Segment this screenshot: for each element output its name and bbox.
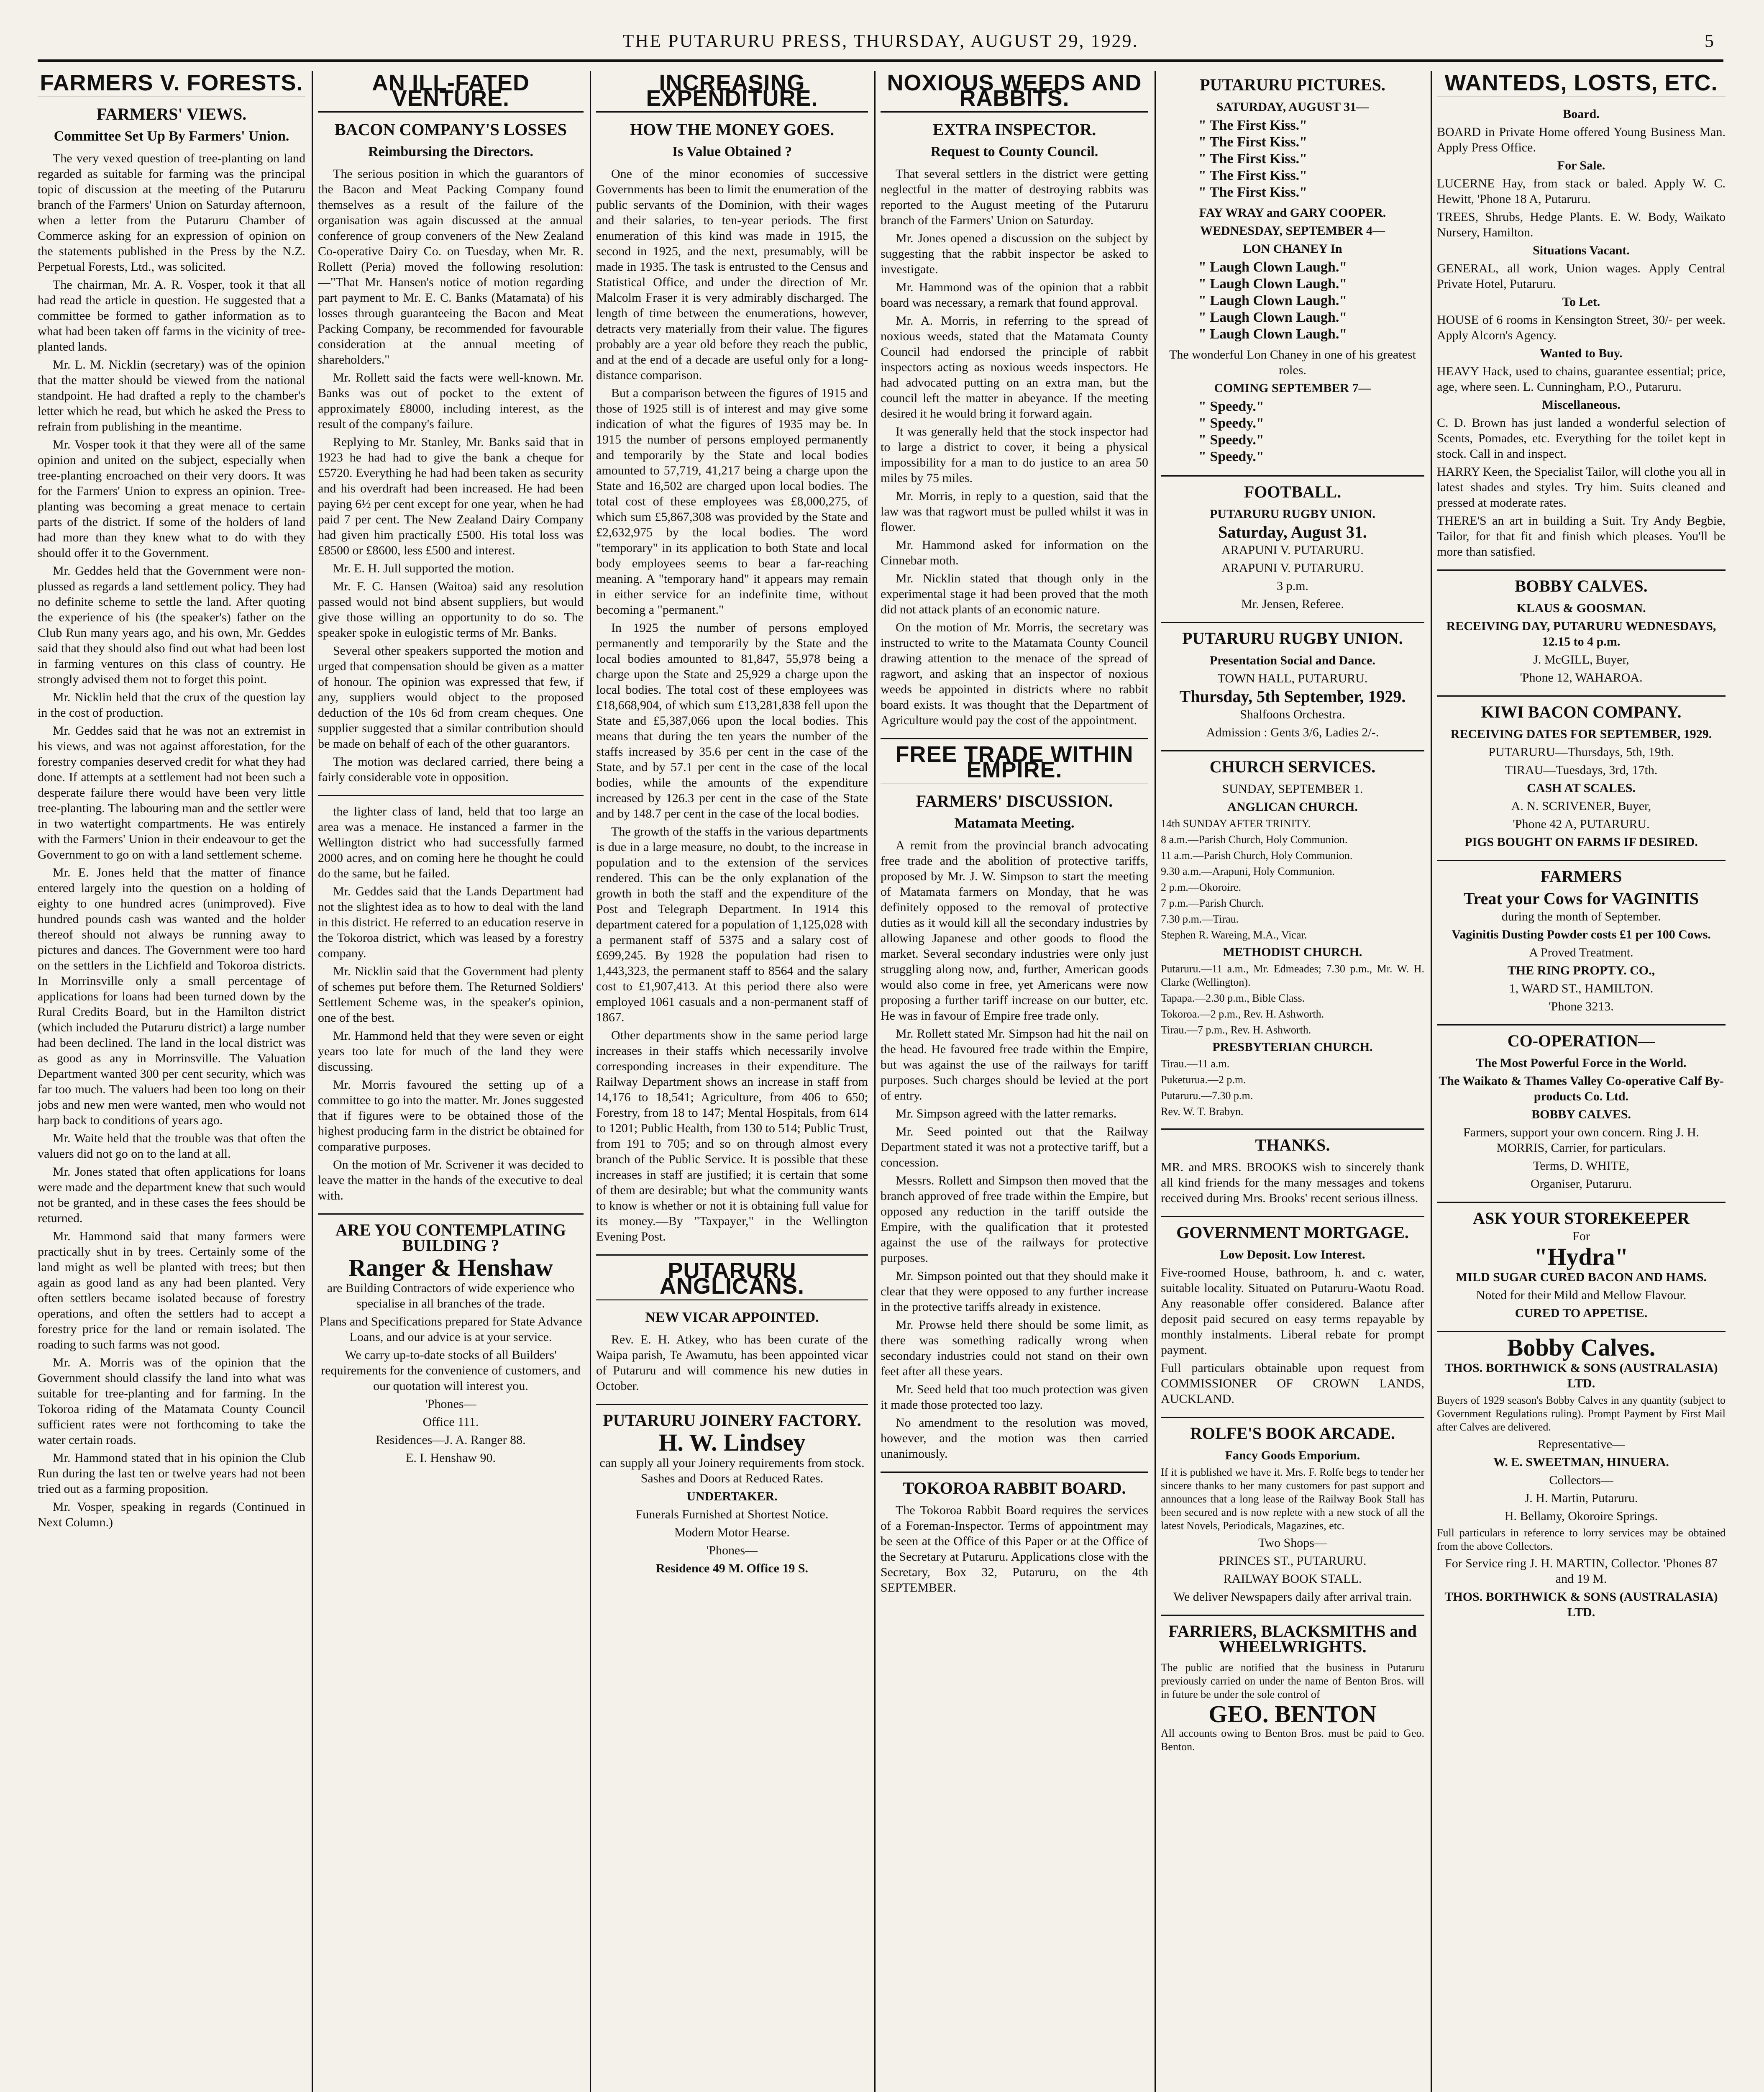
headline: AN ILL-FATED VENTURE. xyxy=(318,75,584,113)
paragraph: Mr. Hammond held that they were seven or eight years too late for much of the land they were discussing. xyxy=(318,1029,584,1074)
film-title: " Laugh Clown Laugh." xyxy=(1198,326,1347,342)
divider xyxy=(881,1472,1148,1473)
paragraph: The serious position in which the guarantors of the Bacon and Meat Packing Company found themselves as a result of the failure of the organisation was again discussed at the annual conference of group conveners of the New Zealand Co-operative Dairy Co. on Tuesday, when Mr. R. Rollett (Peria) moved the following resolution:—"That Mr. Hansen's notice of motion regarding part payment to Mr. E. C. Banks (Matamata) of his losses through guaranteeing the Bacon and Meat Packing Company, be recommended for favourable consideration at the annual meeting of shareholders." xyxy=(318,167,584,367)
farriers-text: The public are notified that the business in Putaruru previously carried on under the name of Benton Bros. will in future be under the sole control of xyxy=(1161,1661,1424,1700)
paragraph: Mr. Geddes said that the Lands Department had not the slightest idea as to how to deal with the land in this district. He referred to an education reserve in the Tokoroa district, which was leased by a forestry company. xyxy=(318,884,584,960)
paragraph: Mr. Vosper took it that they were all of the same opinion and united on the subject, especially when tree-planting encroached on their very doors. It was for the Farmers' Union to express an opinion. Tree-planting was becoming a great menace to certain parts of the district. If some of the holders of land had more than they knew what to do with they should offer it to the Government. xyxy=(38,438,305,560)
ad-office: Office 111. xyxy=(422,1415,479,1429)
paragraph: Mr. E. H. Jull supported the motion. xyxy=(333,561,515,575)
paragraph: One of the minor economies of successive Governments has been to limit the enumeration of the public servants of the Dominion, with their wages and their salaries, to ten-year periods. The first enumeration of this kind was made in 1915, the second in 1925, and the next, presumably, will be made in 1935. The task is entrusted to the Census and Statistical Office, and under the direction of Mr. Malcolm Fraser it is very admirably discharged. The length of time between the enumerations, however, detracts very materially from their value. The figures probably are a year old before they reach the public, and at the end of a decade are useful only for a long-distance comparison. xyxy=(596,167,868,382)
church-heading: CHURCH SERVICES. xyxy=(1209,757,1376,776)
football-match: ARAPUNI V. PUTARURU. xyxy=(1221,543,1364,557)
football-heading: FOOTBALL. xyxy=(1244,482,1342,501)
paragraph: Mr. A. Morris was of the opinion that the Government should classify the land into what was suitable for tree-planting and for farming. In the Tokoroa riding of the Matamata County Council sufficient rates were not forthcoming to take the water certain roads. xyxy=(38,1356,305,1447)
class-heading: To Let. xyxy=(1562,295,1600,309)
headline: FARMERS V. FORESTS. xyxy=(38,75,305,97)
books-news: We deliver Newspapers daily after arrival train. xyxy=(1173,1590,1412,1604)
subheadline: HOW THE MONEY GOES. xyxy=(630,120,835,139)
church-line: Putaruru.—11 a.m., Mr. Edmeades; 7.30 p.m., Mr. W. H. Clarke (Wellington). xyxy=(1161,963,1424,988)
paragraph: Mr. Simpson agreed with the latter remarks. xyxy=(896,1107,1117,1120)
ad-line: are Building Contractors of wide experience who specialise in all branches of the trade. xyxy=(327,1281,575,1310)
rugby-venue: TOWN HALL, PUTARURU. xyxy=(1217,672,1368,685)
divider xyxy=(1437,569,1726,571)
paragraph: On the motion of Mr. Scrivener it was decided to leave the matter in the hands of the executive to deal with. xyxy=(318,1158,584,1202)
class-ad: TREES, Shrubs, Hedge Plants. E. W. Body, Waikato Nursery, Hamilton. xyxy=(1437,210,1726,239)
column-rule xyxy=(590,71,591,2092)
paragraph: Mr. Prowse held there should be some limit, as there was something radically wrong when secondary industries could not stand on their own feet after all these years. xyxy=(881,1318,1148,1378)
paragraph: Other departments show in the same period large increases in their staffs which necessarily involve corresponding increases in their expenditure. The Railway Department shows an increase in staff from 14,176 to 18,541; Agriculture, from 406 to 650; Forestry, from 18 to 147; Mental Hospitals, from 614 to 1201; Public Health, from 130 to 514; Public Trust, from 191 to 705; and so on through almost every branch of the Public Service. It is possible that these increases in staff are justified; it is certain that some of them are desirable; but what the community wants to know is whether or not it is obtaining full value for its money.—By "Taxpayer," in the Wellington Evening Post. xyxy=(596,1028,868,1243)
paragraph: Mr. Seed held that too much protection was given it made those protected too lazy. xyxy=(881,1382,1148,1412)
paragraph: Mr. Geddes held that the Government were non-plussed as regards a land settlement policy. They had no definite scheme to settle the land. After quoting the experience of his (the speaker's) father on the Club Run many years ago, and his own, Mr. Geddes said that they should also find out what had been lost in farming ventures on this class of country. He strongly advised them not to forget this point. xyxy=(38,564,305,686)
subtitle: Is Value Obtained ? xyxy=(672,144,792,159)
ad-line: Terms, D. WHITE, xyxy=(1533,1159,1629,1173)
film-stars: FAY WRAY and GARY COOPER. xyxy=(1199,206,1386,220)
class-ad: C. D. Brown has just landed a wonderful selection of Scents, Pomades, etc. Everything for the toilet kept in stock. Call in and inspect. xyxy=(1437,416,1726,461)
divider xyxy=(1437,1024,1726,1025)
film-title: " The First Kiss." xyxy=(1198,185,1308,200)
paragraph: Mr. Rollett said the facts were well-known. Mr. Banks was out of pocket to the extent of approximately £8000, including interest, as the result of the company's failure. xyxy=(318,371,584,431)
ad-line: Representative— xyxy=(1537,1437,1625,1451)
ad-heading: BOBBY CALVES. xyxy=(1515,577,1648,595)
class-heading: Miscellaneous. xyxy=(1542,398,1621,412)
mortgage-sub: Low Deposit. Low Interest. xyxy=(1220,1248,1365,1261)
subheadline: FARMERS' VIEWS. xyxy=(96,105,247,123)
page-number: 5 xyxy=(1705,31,1715,51)
divider xyxy=(1437,695,1726,697)
ad-line: The Waikato & Thames Valley Co-operative Calf By-products Co. Ltd. xyxy=(1439,1074,1724,1103)
film-list xyxy=(1198,259,1424,343)
class-ad: HARRY Keen, the Specialist Tailor, will clothe you all in latest shades and styles. Try him. Suits cleaned and pressed at moderate rates. xyxy=(1437,465,1726,510)
ad-line: MILD SUGAR CURED BACON AND HAMS. xyxy=(1455,1270,1707,1284)
ad-brand: "Hydra" xyxy=(1534,1243,1628,1270)
ad-line: 1, WARD ST., HAMILTON. xyxy=(1509,982,1654,995)
column-classifieds xyxy=(1437,71,1726,2092)
paragraph: Mr. E. Jones held that the matter of finance entered largely into the question on a holding of eighty to one hundred acres (unimproved). Five hundred pounds cash was wanted and the holder thereof should not always be running away to pictures and dances. The Government were too hard on the settlers in the Lichfield and Tokoroa districts. In Morrinsville only a small percentage of applications for loans had been turned down by the Rural Credits Board, but in the Hamilton district (which included the Putaruru district) a large number had been declined. The land in the local district was as good as any in Morrinsville. The Valuation Department wanted 300 per cent security, which was far too much. The valuers had been too long on their jobs and new men were wanted, men who would not harp back to conditions of years ago. xyxy=(38,866,305,1127)
subtitle: Request to County Council. xyxy=(930,144,1098,159)
headline: FREE TRADE WITHIN EMPIRE. xyxy=(881,747,1148,784)
ad-line: Modern Motor Hearse. xyxy=(674,1525,790,1539)
column-rule xyxy=(1155,71,1156,2092)
ad-line: PUTARURU—Thursdays, 5th, 19th. xyxy=(1488,745,1674,759)
ad-line: Residence 49 M. Office 19 S. xyxy=(655,1561,809,1575)
ad-line: KLAUS & GOOSMAN. xyxy=(1516,601,1646,615)
notice-heading: TOKOROA RABBIT BOARD. xyxy=(903,1479,1126,1497)
paragraph: Mr. Simpson pointed out that they should make it clear that they were opposed to any further increase in the protective tariffs already in existence. xyxy=(881,1269,1148,1314)
ad-line: J. McGILL, Buyer, xyxy=(1533,653,1629,667)
ad-line: J. H. Martin, Putaruru. xyxy=(1524,1491,1638,1505)
article-farmers-v-forests xyxy=(38,71,305,2092)
church-line: Tirau.—7 p.m., Rev. H. Ashworth. xyxy=(1161,1024,1311,1036)
paragraph: Mr. Nicklin held that the crux of the question lay in the cost of production. xyxy=(38,690,305,720)
paragraph: The motion was declared carried, there being a fairly considerable vote in opposition. xyxy=(318,755,584,784)
divider xyxy=(596,1404,868,1405)
ad-line: CASH AT SCALES. xyxy=(1527,781,1636,795)
paragraph: Rev. E. H. Atkey, who has been curate of the Waipa parish, Te Awamutu, has been appointed vicar of Putaruru and will commence his new duties in October. xyxy=(596,1333,868,1393)
pictures-coming: COMING SEPTEMBER 7— xyxy=(1214,381,1371,395)
church-name: PRESBYTERIAN CHURCH. xyxy=(1212,1040,1373,1054)
headline: PUTARURU ANGLICANS. xyxy=(596,1263,868,1300)
class-heading: For Sale. xyxy=(1557,159,1605,172)
class-heading: Wanted to Buy. xyxy=(1540,346,1623,360)
headline: NOXIOUS WEEDS AND RABBITS. xyxy=(881,75,1148,113)
class-ad: BOARD in Private Home offered Young Business Man. Apply Press Office. xyxy=(1437,125,1726,154)
paragraph: Mr. Hammond said that many farmers were practically shut in by trees. Certainly some of the land might as well be planted with trees; but then again as good land as any had been planted. Very often settlers became isolated because of forestry operations, and often the settlers had to accept a forestry price for the land or remain isolated. The roading to such farms was not good. xyxy=(38,1229,305,1351)
football-time: 3 p.m. xyxy=(1277,579,1308,593)
paragraph: Mr. Rollett stated Mr. Simpson had hit the nail on the head. He favoured free trade within the Empire, but was against the use of the railways for tariff purposes. Such charges should be levied at the port of entry. xyxy=(881,1027,1148,1102)
church-line: 14th SUNDAY AFTER TRINITY. xyxy=(1161,818,1311,830)
pictures-date: WEDNESDAY, SEPTEMBER 4— xyxy=(1200,224,1385,238)
divider xyxy=(1161,1615,1424,1616)
ad-line: Plans and Specifications prepared for State Advance Loans, and our advice is at your service. xyxy=(319,1315,582,1344)
class-ad: LUCERNE Hay, from stack or baled. Apply W. C. Hewitt, 'Phone 18 A, Putaruru. xyxy=(1437,177,1726,206)
subheadline: FARMERS' DISCUSSION. xyxy=(916,792,1113,810)
rugby-admission: Admission : Gents 3/6, Ladies 2/-. xyxy=(1206,726,1379,739)
ad-line: Full particulars in reference to lorry services may be obtained from the above Collectors. xyxy=(1437,1527,1726,1552)
masthead-title: THE PUTARURU PRESS, THURSDAY, AUGUST 29, 1929. xyxy=(622,31,1139,51)
paragraph: Several other speakers supported the motion and urged that compensation should be given as a matter of honour. The opinion was expressed that few, if any, suppliers would object to the proposed deduction of the 10s 6d from cream cheques. One supplier suggested that a similar contribution should be made on behalf of each of the other guarantors. xyxy=(318,644,584,751)
class-heading: Board. xyxy=(1563,107,1600,121)
ad-ranger-henshaw xyxy=(318,1222,584,1466)
ad-line: CURED TO APPETISE. xyxy=(1515,1306,1648,1320)
church-line: 7.30 p.m.—Tirau. xyxy=(1161,913,1239,925)
headline: INCREASING EXPENDITURE. xyxy=(596,75,868,113)
ad-line: A. N. SCRIVENER, Buyer, xyxy=(1511,799,1651,813)
books-text: If it is published we have it. Mrs. F. Rolfe begs to tender her sincere thanks to her many customers for past support and announces that a long lease of the Railway Book Stall has been secured and is now replete with a new stock of all the latest Novels, Periodicals, Magazines, etc. xyxy=(1161,1466,1424,1532)
church-line: Tirau.—11 a.m. xyxy=(1161,1058,1230,1070)
divider xyxy=(1437,1331,1726,1332)
ad-heading: PUTARURU JOINERY FACTORY. xyxy=(603,1411,861,1430)
ad-heading: FARMERS xyxy=(1540,867,1622,886)
church-line: Tapapa.—2.30 p.m., Bible Class. xyxy=(1161,992,1305,1004)
paragraph: In 1925 the number of persons employed permanently and temporarily by the State and the local bodies amounted to 81,847, 55,978 being a charge upon the State and 25,929 a charge upon the local bodies. The total cost of these employees was £18,668,904, of which sum £13,281,838 fell upon the State and £5,387,066 upon the local bodies. This means that during the ten years the number of the staffs increased by 35.6 per cent in the case of the State, and by 57.1 per cent in the case of the local bodies, while the amounts of the expenditure increased by 126.3 per cent in the case of the State and by 148.7 per cent in the case of the local bodies. xyxy=(596,621,868,820)
divider xyxy=(318,1213,584,1215)
paragraph: Mr. Hammond asked for information on the Cinnebar moth. xyxy=(881,538,1148,567)
farriers-name: GEO. BENTON xyxy=(1208,1700,1377,1728)
ad-line: Vaginitis Dusting Powder costs £1 per 100 Cows. xyxy=(1452,928,1711,941)
paragraph: Messrs. Rollett and Simpson then moved that the branch approved of free trade within the Empire, but opposed any reduction in the tariff outside the Empire, with the qualification that it protested against the use of the railways for protective purposes. xyxy=(881,1174,1148,1265)
thanks-text: MR. and MRS. BROOKS wish to sincerely thank all kind friends for the many messages and tokens received during Mrs. Brooks' recent serious illness. xyxy=(1161,1160,1424,1205)
ad-line: Treat your Cows for VAGINITIS xyxy=(1463,889,1699,908)
ad-line: 'Phone 3213. xyxy=(1549,1000,1614,1013)
books-shops: Two Shops— xyxy=(1258,1536,1327,1550)
books-shop: RAILWAY BOOK STALL. xyxy=(1223,1572,1362,1586)
church-line: 8 a.m.—Parish Church, Holy Communion. xyxy=(1161,833,1348,846)
film-list xyxy=(1198,117,1424,201)
ad-firm: Ranger & Henshaw xyxy=(348,1254,553,1281)
ad-line: can supply all your Joinery requirements from stock. Sashes and Doors at Reduced Rates. xyxy=(599,1456,865,1485)
football-match: ARAPUNI V. PUTARURU. xyxy=(1221,561,1364,575)
paragraph: The very vexed question of tree-planting on land regarded as suitable for farming was the principal topic of discussion at the meeting of the Putaruru branch of the Farmers' Union on Saturday afternoon, when a letter from the Putaruru Chamber of Commerce asking for an expression of opinion on the statements published in the Press by the N.Z. Perpetual Forests, Ltd., was solicited. xyxy=(38,151,305,274)
paragraph: It was generally held that the stock inspector had to large a district to cover, it being a physical impossibility for a man to do justice to an area 50 miles by 75 miles. xyxy=(881,425,1148,485)
mortgage-text: Full particulars obtainable upon request from COMMISSIONER OF CROWN LANDS, AUCKLAND. xyxy=(1161,1361,1424,1406)
film-title: " The First Kiss." xyxy=(1198,151,1308,167)
paragraph: A remit from the provincial branch advocating free trade and the abolition of protective tariffs, proposed by Mr. J. W. Simpson to start the meeting of Matamata farmers on Monday, that he was definitely opposed to the removal of protective duties as it would kill all the secondary industries by allowing Japanese and other goods to flood the market. Several secondary industries were only just struggling along now, and, further, American goods would also come in free, yet Americans were now proposing a further tariff increase on our butter, etc. He was in favour of Empire free trade only. xyxy=(881,838,1148,1023)
ad-line: Funerals Furnished at Shortest Notice. xyxy=(635,1507,829,1521)
rugby-event: Presentation Social and Dance. xyxy=(1209,654,1376,667)
ad-line: RECEIVING DATES FOR SEPTEMBER, 1929. xyxy=(1450,727,1712,741)
ad-line: RECEIVING DAY, PUTARURU WEDNESDAYS, 12.15 to 4 p.m. xyxy=(1446,619,1716,649)
divider xyxy=(1161,622,1424,623)
church-line: Tokoroa.—2 p.m., Rev. H. Ashworth. xyxy=(1161,1008,1324,1020)
divider xyxy=(1437,860,1726,861)
paragraph: Mr. Seed pointed out that the Railway Department stated it was not a protective tariff, but a concession. xyxy=(881,1125,1148,1169)
farriers-note: All accounts owing to Benton Bros. must be paid to Geo. Benton. xyxy=(1161,1727,1424,1753)
ad-line: For Service ring J. H. MARTIN, Collector. 'Phones 87 and 19 M. xyxy=(1445,1556,1718,1586)
ad-line: PIGS BOUGHT ON FARMS IF DESIRED. xyxy=(1464,835,1698,849)
rugby-band: Shalfoons Orchestra. xyxy=(1240,708,1345,721)
divider xyxy=(1437,1202,1726,1203)
film-title: " Speedy." xyxy=(1198,432,1264,448)
paragraph: Mr. Jones opened a discussion on the subject by suggesting that the rabbit inspector be asked to investigate. xyxy=(881,231,1148,276)
church-date: SUNDAY, SEPTEMBER 1. xyxy=(1222,782,1363,796)
church-name: METHODIST CHURCH. xyxy=(1223,945,1362,959)
subtitle: Committee Set Up By Farmers' Union. xyxy=(54,128,289,144)
ad-line: W. E. SWEETMAN, HINUERA. xyxy=(1493,1455,1669,1469)
football-union: PUTARURU RUGBY UNION. xyxy=(1210,507,1375,521)
ad-line: A Proved Treatment. xyxy=(1529,946,1633,959)
books-shop: PRINCES ST., PUTARURU. xyxy=(1219,1554,1367,1568)
ad-phones: 'Phones— xyxy=(425,1397,476,1411)
divider xyxy=(1161,1128,1424,1130)
ad-line: Buyers of 1929 season's Bobby Calves in any quantity (subject to Government Regulations ruling). Prompt Payment by First Mail after Calves are delivered. xyxy=(1437,1394,1726,1433)
ad-line: Farmers, support your own concern. Ring J. H. MORRIS, Carrier, for particulars. xyxy=(1463,1125,1700,1155)
ad-line: Noted for their Mild and Mellow Flavour. xyxy=(1476,1288,1687,1302)
church-line: Stephen R. Wareing, M.A., Vicar. xyxy=(1161,929,1307,941)
ad-line: Collectors— xyxy=(1549,1473,1613,1487)
ad-line: The Most Powerful Force in the World. xyxy=(1476,1056,1687,1070)
ad-line: BOBBY CALVES. xyxy=(1531,1108,1631,1121)
divider xyxy=(1161,475,1424,477)
church-name: ANGLICAN CHURCH. xyxy=(1227,800,1358,814)
divider xyxy=(318,795,584,796)
paragraph: That several settlers in the district were getting neglectful in the matter of destroying rabbits was reported to the August meeting of the Putaruru branch of the Farmers' Union on Saturday. xyxy=(881,167,1148,227)
church-line: Rev. W. T. Brabyn. xyxy=(1161,1105,1244,1118)
paragraph: Replying to Mr. Stanley, Mr. Banks said that in 1923 he had had to give the bank a cheque for £5720. Everything he had had been taken as security and his overdraft had been increased. He had been paying 6½ per cent except for one year, when he had paid 7 per cent. The New Zealand Dairy Company had given him practically £500. His total loss was £8500 or £8600, less £500 and interest. xyxy=(318,435,584,557)
article-noxious-weeds xyxy=(881,71,1148,2092)
paragraph: Mr. Waite held that the trouble was that often the valuers did not go on to the land at all. xyxy=(38,1131,305,1161)
church-line: 9.30 a.m.—Arapuni, Holy Communion. xyxy=(1161,865,1335,877)
paragraph: Mr. A. Morris, in referring to the spread of noxious weeds, stated that the Matamata County Council had endorsed the principle of rabbit inspectors acting as noxious weeds inspectors. He had advocated putting on an extra man, but the council left the matter in abeyance. If the meeting desired it he would bring it forward again. xyxy=(881,314,1148,420)
paragraph: Mr. Hammond stated that in his opinion the Club Run during the last ten or twelve years had not been tried out as a farming proposition. xyxy=(38,1451,305,1496)
film-title: " The First Kiss." xyxy=(1198,118,1308,133)
church-line: Putaruru.—7.30 p.m. xyxy=(1161,1090,1253,1102)
thanks-heading: THANKS. xyxy=(1255,1136,1330,1154)
ad-line: during the month of September. xyxy=(1501,910,1661,923)
pictures-heading: PUTARURU PICTURES. xyxy=(1200,75,1385,94)
paragraph: Mr. Geddes said that he was not an extremist in his views, and was not against afforestation, for the forestry companies deserved credit for what they had done. If attempts at a settlement had not been such a desperate failure there would have been very little tree-planting. The labouring man and the settler were in two watertight compartments. He was entirely with the Farmers' Union in their endeavour to get the Government to go on with a land settlement scheme. xyxy=(38,724,305,861)
film-note: The wonderful Lon Chaney in one of his greatest roles. xyxy=(1169,348,1416,377)
column-notices xyxy=(1161,71,1424,2092)
rugby-date: Thursday, 5th September, 1929. xyxy=(1179,687,1406,706)
subheadline: EXTRA INSPECTOR. xyxy=(932,120,1096,139)
divider xyxy=(1161,1216,1424,1217)
ad-line: For xyxy=(1572,1229,1590,1243)
film-star: LON CHANEY In xyxy=(1243,242,1342,256)
film-title: " Speedy." xyxy=(1198,415,1264,431)
rugby-heading: PUTARURU RUGBY UNION. xyxy=(1182,629,1403,648)
church-line: 7 p.m.—Parish Church. xyxy=(1161,897,1264,909)
film-title: " The First Kiss." xyxy=(1198,168,1308,183)
class-ad: HOUSE of 6 rooms in Kensington Street, 30/- per week. Apply Alcorn's Agency. xyxy=(1437,313,1726,342)
ad-residence: E. I. Henshaw 90. xyxy=(406,1451,496,1465)
column-rule xyxy=(874,71,876,2092)
ad-firm: H. W. Lindsey xyxy=(658,1429,806,1456)
paragraph: Mr. Nicklin stated that though only in the experimental stage it had been proved that the moth did not attack plants of an economic nature. xyxy=(881,572,1148,616)
masthead xyxy=(38,30,1723,62)
subheadline: BACON COMPANY'S LOSSES xyxy=(335,120,567,139)
class-ad: HEAVY Hack, used to chains, guarantee essential; price, age, where seen. L. Cunningham, P.O., Putaruru. xyxy=(1437,364,1726,394)
paragraph: But a comparison between the figures of 1915 and those of 1925 still is of interest and may give some indication of what the figures of 1935 may be. In 1915 the number of persons employed permanently and temporarily by the State and local bodies amounted to 57,719, 41,217 being a charge upon the State and 16,502 are charged upon local bodies. The total cost of these employees was £8,000,275, of which sum £5,867,308 was provided by the State and £2,632,975 by the local bodies. The word "temporary" in its application to both State and local body employees seems to bear a far-reaching meaning. A "temporary hand" it appears may remain in either service for an indefinite time, without becoming a "permanent." xyxy=(596,386,868,617)
mortgage-text: Five-roomed House, bathroom, h. and c. water, suitable locality. Situated on Putaruru-Waotu Road. Any reasonable offer considered. Balance after deposit paid secured on easy terms repayable by monthly instalments. Liberal rebate for prompt payment. xyxy=(1161,1266,1424,1357)
class-heading: Situations Vacant. xyxy=(1533,244,1630,257)
ad-line: 'Phones— xyxy=(706,1543,758,1557)
church-line: Puketurua.—2 p.m. xyxy=(1161,1074,1246,1086)
film-title: " Laugh Clown Laugh." xyxy=(1198,259,1347,275)
subtitle: Matamata Meeting. xyxy=(954,815,1075,831)
paragraph: The Tokoroa Rabbit Board requires the services of a Foreman-Inspector. Terms of appointment may be seen at the Office of this Paper or at the Office of the Secretary at Putaruru. Applications close with the Secretary, Box 32, Putaruru, on the 4th SEPTEMBER. xyxy=(881,1503,1148,1595)
film-title: " Laugh Clown Laugh." xyxy=(1198,276,1347,292)
paragraph: The chairman, Mr. A. R. Vosper, took it that all had read the article in question. He suggested that a committee be formed to gather information as to what had been taken off farms in the vicinity of tree-planted lands. xyxy=(38,278,305,354)
film-list xyxy=(1198,398,1424,465)
mortgage-heading: GOVERNMENT MORTGAGE. xyxy=(1176,1223,1409,1242)
paragraph: No amendment to the resolution was moved, however, and the motion was then carried unanimously. xyxy=(881,1416,1148,1461)
subtitle: Reimbursing the Directors. xyxy=(368,144,534,159)
class-ad: GENERAL, all work, Union wages. Apply Central Private Hotel, Putaruru. xyxy=(1437,262,1726,291)
paragraph: Mr. F. C. Hansen (Waitoa) said any resolution passed would not bind absent suppliers, but would give those willing an opportunity to do so. The speaker spoke in eulogistic terms of Mr. Banks. xyxy=(318,579,584,640)
film-title: " Speedy." xyxy=(1198,399,1264,414)
ad-residence: Residences—J. A. Ranger 88. xyxy=(376,1433,526,1447)
ad-heading: ARE YOU CONTEMPLATING BUILDING ? xyxy=(335,1220,566,1255)
ad-line: 'Phone 42 A, PUTARURU. xyxy=(1513,817,1650,831)
ad-line: H. Bellamy, Okoroire Springs. xyxy=(1504,1509,1658,1523)
article-ill-fated-venture xyxy=(318,71,584,2092)
film-title: " Laugh Clown Laugh." xyxy=(1198,293,1347,308)
ad-line: Organiser, Putaruru. xyxy=(1530,1177,1632,1191)
farriers-heading: FARRIERS, BLACKSMITHS and WHEELWRIGHTS. xyxy=(1168,1622,1417,1656)
film-title: " Laugh Clown Laugh." xyxy=(1198,310,1347,325)
film-title: " The First Kiss." xyxy=(1198,134,1308,150)
divider xyxy=(1161,750,1424,751)
books-sub: Fancy Goods Emporium. xyxy=(1225,1449,1360,1462)
film-title: " Speedy." xyxy=(1198,449,1264,464)
headline: WANTEDS, LOSTS, ETC. xyxy=(1437,75,1726,97)
class-ad: THERE'S an art in building a Suit. Try Andy Begbie, Tailor, for that fit and finish which pleases. You'll be more than satisfied. xyxy=(1437,514,1726,559)
paragraph: Mr. Morris, in reply to a question, said that the law was that ragwort must be pulled whilst it was in flower. xyxy=(881,489,1148,534)
church-line: 11 a.m.—Parish Church, Holy Communion. xyxy=(1161,849,1353,861)
ad-heading: KIWI BACON COMPANY. xyxy=(1481,702,1682,721)
ad-heading: CO-OPERATION— xyxy=(1507,1031,1655,1050)
paragraph: Mr. Morris favoured the setting up of a committee to go into the matter. Mr. Jones suggested that if figures were to be obtained those of the highest producing farm in the district be obtained for comparative purposes. xyxy=(318,1078,584,1154)
ad-heading: Bobby Calves. xyxy=(1507,1334,1656,1361)
paragraph: Mr. Nicklin said that the Government had plenty of schemes put before them. The Returned Soldiers' Settlement Scheme was, in the speaker's opinion, one of the best. xyxy=(318,964,584,1025)
ad-joinery xyxy=(596,1413,868,1576)
ad-line: ASK YOUR STOREKEEPER xyxy=(1473,1209,1690,1228)
ad-line: 'Phone 12, WAHAROA. xyxy=(1520,671,1643,685)
column-rule xyxy=(312,71,313,2092)
books-heading: ROLFE'S BOOK ARCADE. xyxy=(1190,1424,1395,1443)
divider xyxy=(881,738,1148,739)
church-line: 2 p.m.—Okoroire. xyxy=(1161,881,1242,893)
paragraph: the lighter class of land, held that too large an area was a menace. He instanced a farmer in the Wellington district who had successfully farmed 2000 acres, and on coming here he thought he could do the same, but he failed. xyxy=(318,805,584,880)
football-date: Saturday, August 31. xyxy=(1218,523,1367,541)
paragraph: Mr. Jones stated that often applications for loans were made and the department knew that such would not be granted, and in these cases the fees should be returned. xyxy=(38,1165,305,1225)
paragraph: The growth of the staffs in the various departments is due in a large measure, no doubt, to the increase in population and to the extension of the services rendered. This can be the only explanation of the growth in both the staff and the expenditure of the Post and Telegraph Department. In 1914 this department catered for a population of 1,125,028 with a permanent staff of 5375 and a salary cost of £699,245. By 1928 the population had risen to 1,443,323, the permanent staff to 8564 and the salary cost to £1,907,413. At this period there also were employed 1061 casuals and a non-permanent staff of 1867. xyxy=(596,825,868,1024)
paragraph: Mr. L. M. Nicklin (secretary) was of the opinion that the matter should be viewed from the national standpoint. He had drafted a reply to the chamber's letter which he read, but which he asked the Press to refrain from publishing in the meantime. xyxy=(38,358,305,433)
article-increasing-expenditure xyxy=(596,71,868,2092)
ad-line: THE RING PROPTY. CO., xyxy=(1507,964,1655,977)
divider xyxy=(596,1254,868,1256)
ad-line: TIRAU—Tuesdays, 3rd, 17th. xyxy=(1505,763,1658,777)
paragraph: Mr. Vosper, speaking in regards (Continued in Next Column.) xyxy=(38,1500,305,1529)
ad-line: THOS. BORTHWICK & SONS (AUSTRALASIA) LTD. xyxy=(1444,1361,1718,1390)
column-rule xyxy=(1431,71,1432,2092)
paragraph: On the motion of Mr. Morris, the secretary was instructed to write to the Matamata County Council drawing attention to the menace of the spread of ragwort, and asking that an inspector of noxious weeds be appointed in districts where no rabbit board exists. It was thought that the Department of Agriculture would pay the cost of the appointment. xyxy=(881,620,1148,727)
football-referee: Mr. Jensen, Referee. xyxy=(1241,597,1344,611)
ad-line: We carry up-to-date stocks of all Builders' requirements for the convenience of customers, and our quotation will interest you. xyxy=(321,1348,581,1393)
divider xyxy=(1161,1417,1424,1418)
ad-line: UNDERTAKER. xyxy=(686,1490,778,1503)
pictures-date: SATURDAY, AUGUST 31— xyxy=(1216,100,1369,114)
subheadline: NEW VICAR APPOINTED. xyxy=(645,1310,819,1325)
paragraph: Mr. Hammond was of the opinion that a rabbit board was necessary, a remark that found approval. xyxy=(881,280,1148,310)
ad-line: THOS. BORTHWICK & SONS (AUSTRALASIA) LTD. xyxy=(1444,1590,1718,1619)
